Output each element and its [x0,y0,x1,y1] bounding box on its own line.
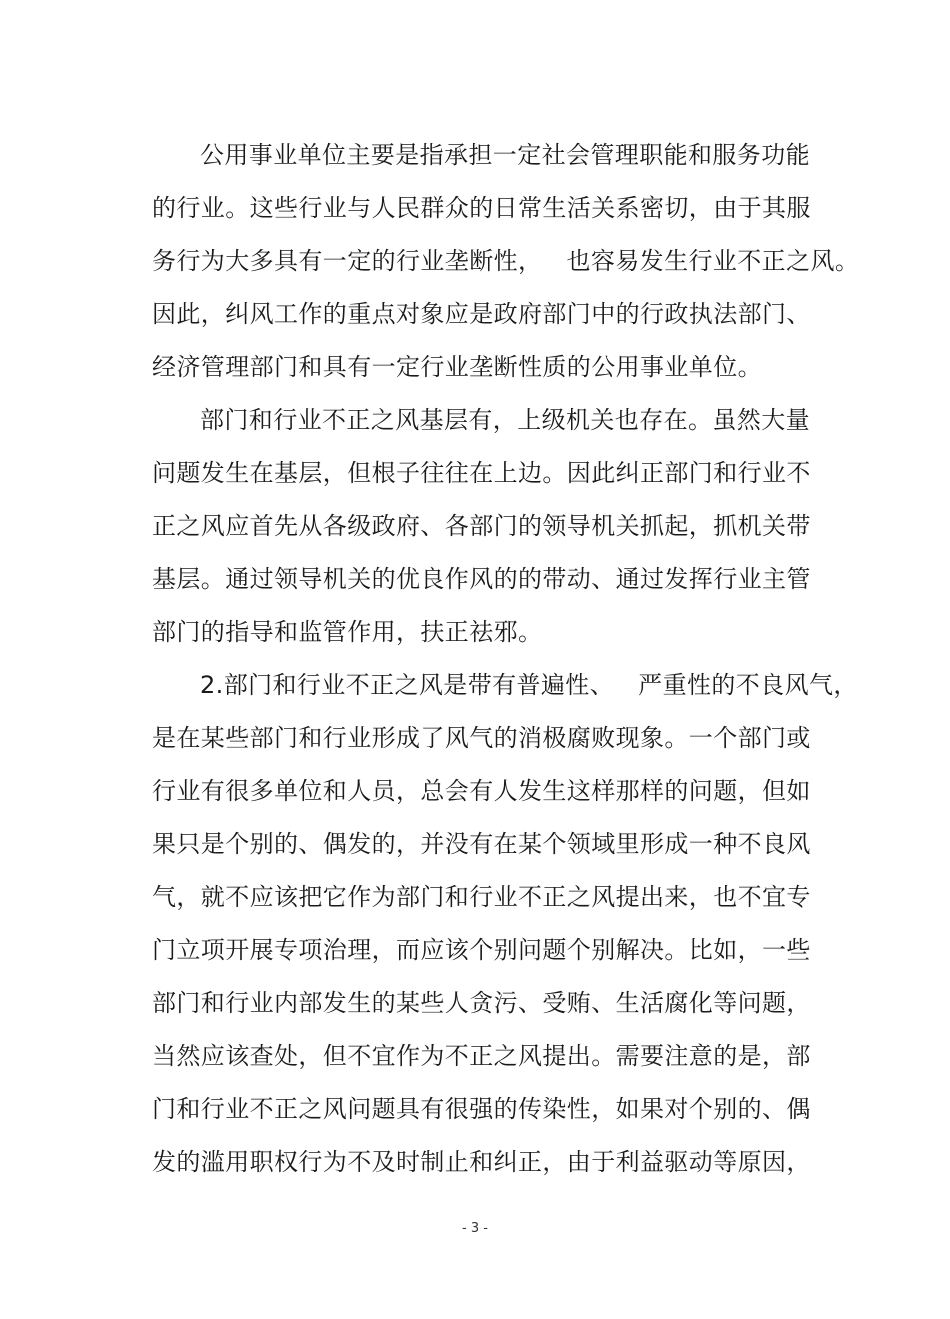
text-line: 当然应该查处，但不宜作为不正之风提出。需要注意的是，部 [152,1042,811,1070]
page-number: - 3 - [462,1221,488,1236]
text-line: 问题发生在基层，但根子往往在上边。因此纠正部门和行业不 [152,459,811,487]
text-line: 务行为大多具有一定的行业垄断性， 也容易发生行业不正之风。 [152,247,860,275]
text-line: 行业有很多单位和人员，总会有人发生这样那样的问题，但如 [152,777,811,805]
text-line: 是在某些部门和行业形成了风气的消极腐败现象。一个部门或 [152,724,811,752]
text-line: 门和行业不正之风问题具有很强的传染性，如果对个别的、偶 [152,1095,811,1123]
text-line: 部门和行业内部发生的某些人贪污、受贿、生活腐化等问题， [152,989,811,1017]
text-line: 门立项开展专项治理，而应该个别问题个别解决。比如，一些 [152,936,811,964]
text-line: 因此，纠风工作的重点对象应是政府部门中的行政执法部门、 [152,300,811,328]
text-line: 2.部门和行业不正之风是带有普遍性、 严重性的不良风气， [200,671,858,699]
text-line: 正之风应首先从各级政府、各部门的领导机关抓起，抓机关带 [152,512,811,540]
text-line: 发的滥用职权行为不及时制止和纠正，由于利益驱动等原因， [152,1148,811,1176]
text-line: 部门的指导和监管作用，扶正祛邪。 [152,618,543,646]
text-line: 公用事业单位主要是指承担一定社会管理职能和服务功能 [200,141,810,169]
text-line: 基层。通过领导机关的优良作风的的带动、通过发挥行业主管 [152,565,811,593]
text-line: 果只是个别的、偶发的，并没有在某个领域里形成一种不良风 [152,830,811,858]
text-line: 部门和行业不正之风基层有，上级机关也存在。虽然大量 [200,406,810,434]
text-line: 气，就不应该把它作为部门和行业不正之风提出来，也不宜专 [152,883,811,911]
text-line: 经济管理部门和具有一定行业垄断性质的公用事业单位。 [152,353,762,381]
text-line: 的行业。这些行业与人民群众的日常生活关系密切，由于其服 [152,194,811,222]
